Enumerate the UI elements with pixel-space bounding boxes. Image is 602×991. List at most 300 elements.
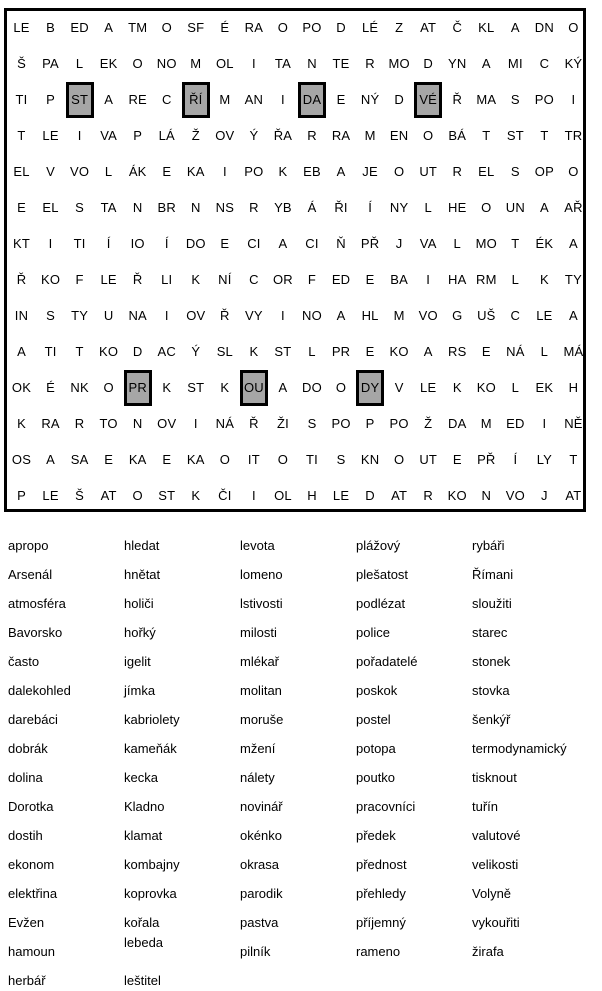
grid-cell[interactable]: I: [77, 127, 82, 143]
grid-cell[interactable]: UT: [419, 163, 438, 179]
grid-cell[interactable]: KÝ: [564, 55, 583, 71]
grid-cell[interactable]: C: [249, 271, 259, 287]
grid-cell[interactable]: OU: [243, 379, 264, 395]
grid-cell[interactable]: MO: [475, 235, 497, 251]
grid-cell[interactable]: OS: [11, 451, 32, 467]
grid-cell[interactable]: S: [307, 415, 317, 431]
grid-cell[interactable]: VO: [70, 163, 90, 179]
grid-cell[interactable]: M: [393, 307, 405, 323]
grid-cell[interactable]: TY: [71, 307, 89, 323]
grid-cell[interactable]: E: [17, 199, 26, 215]
grid-cell[interactable]: A: [104, 19, 114, 35]
grid-cell[interactable]: PO: [331, 415, 351, 431]
grid-cell[interactable]: L: [424, 199, 432, 215]
grid-cell[interactable]: RA: [331, 127, 351, 143]
grid-cell[interactable]: R: [365, 55, 375, 71]
grid-cell[interactable]: TE: [332, 55, 350, 71]
grid-cell[interactable]: LE: [332, 487, 350, 503]
grid-cell[interactable]: I: [193, 415, 198, 431]
grid-cell[interactable]: RE: [128, 91, 147, 107]
word-list-item: police: [356, 625, 390, 640]
grid-cell[interactable]: TM: [128, 19, 148, 35]
grid-cell[interactable]: É: [46, 379, 55, 395]
grid-cell[interactable]: LI: [161, 271, 173, 287]
grid-cell[interactable]: OP: [534, 163, 554, 179]
grid-cell[interactable]: ST: [506, 127, 524, 143]
grid-cell[interactable]: D: [423, 55, 433, 71]
grid-cell[interactable]: L: [453, 235, 461, 251]
grid-cell[interactable]: OR: [272, 271, 293, 287]
grid-cell[interactable]: VA: [100, 127, 118, 143]
grid-cell[interactable]: B: [46, 19, 55, 35]
word-list-item: levota: [240, 538, 275, 553]
grid-cell[interactable]: Á: [307, 199, 317, 215]
grid-cell[interactable]: CI: [247, 235, 261, 251]
grid-cell[interactable]: M: [364, 127, 376, 143]
grid-cell[interactable]: EB: [303, 163, 321, 179]
grid-cell[interactable]: T: [540, 127, 549, 143]
grid-cell[interactable]: Č: [452, 19, 463, 35]
grid-cell[interactable]: Ý: [191, 343, 201, 359]
grid-cell[interactable]: O: [335, 379, 347, 395]
grid-cell[interactable]: ST: [71, 91, 89, 107]
grid-cell[interactable]: KO: [476, 379, 496, 395]
grid-cell[interactable]: RM: [475, 271, 497, 287]
word-list-item: Arsenál: [8, 567, 53, 582]
grid-cell[interactable]: T: [482, 127, 491, 143]
word-list-item: okénko: [240, 828, 282, 843]
grid-cell[interactable]: ŘI: [334, 199, 348, 215]
grid-cell[interactable]: I: [571, 91, 576, 107]
grid-cell[interactable]: PŘ: [360, 235, 380, 251]
grid-cell[interactable]: OV: [157, 415, 177, 431]
grid-cell[interactable]: NÁ: [215, 415, 235, 431]
grid-cell[interactable]: ED: [70, 19, 89, 35]
grid-cell[interactable]: KO: [447, 487, 467, 503]
grid-cell[interactable]: LÁ: [158, 127, 175, 143]
grid-cell[interactable]: EK: [99, 55, 118, 71]
grid-cell[interactable]: CI: [305, 235, 319, 251]
grid-cell[interactable]: AT: [420, 19, 437, 35]
grid-cell[interactable]: EL: [13, 163, 30, 179]
grid-cell[interactable]: Í: [106, 235, 111, 251]
grid-cell[interactable]: K: [539, 271, 549, 287]
grid-cell[interactable]: O: [161, 19, 172, 35]
grid-cell[interactable]: A: [336, 163, 346, 179]
grid-cell[interactable]: UŠ: [477, 307, 496, 323]
grid-cell[interactable]: NO: [302, 307, 322, 323]
grid-cell[interactable]: Ý: [249, 127, 259, 143]
grid-cell[interactable]: F: [307, 271, 317, 287]
grid-cell[interactable]: V: [394, 379, 404, 395]
grid-cell[interactable]: I: [222, 163, 227, 179]
grid-cell[interactable]: O: [132, 487, 143, 503]
grid-cell[interactable]: P: [46, 91, 55, 107]
grid-cell[interactable]: RA: [244, 19, 264, 35]
grid-cell[interactable]: A: [17, 343, 26, 359]
word-list-item: vykouřiti: [472, 915, 520, 930]
grid-cell[interactable]: S: [510, 163, 520, 179]
grid-cell[interactable]: L: [511, 379, 520, 395]
grid-cell[interactable]: AT: [100, 487, 117, 503]
grid-cell[interactable]: Í: [368, 199, 372, 215]
grid-cell[interactable]: AŘ: [564, 199, 583, 215]
grid-cell[interactable]: NÁ: [506, 343, 525, 359]
grid-cell[interactable]: A: [278, 379, 288, 395]
grid-cell[interactable]: I: [48, 235, 53, 251]
grid-cell[interactable]: OV: [186, 307, 206, 323]
grid-cell[interactable]: VY: [245, 307, 263, 323]
word-list-item: poutko: [356, 770, 396, 785]
grid-cell[interactable]: ÉK: [535, 235, 554, 251]
grid-cell[interactable]: RA: [41, 415, 60, 431]
grid-cell[interactable]: J: [395, 235, 403, 251]
grid-cell[interactable]: EL: [42, 199, 59, 215]
word-list-item: Dorotka: [8, 799, 54, 814]
grid-cell[interactable]: E: [481, 343, 491, 359]
grid-cell[interactable]: H: [307, 487, 317, 503]
grid-cell[interactable]: T: [511, 235, 520, 251]
grid-cell[interactable]: A: [539, 199, 549, 215]
grid-cell[interactable]: NĚ: [564, 415, 583, 431]
word-list-item: elektřina: [8, 886, 58, 901]
grid-cell[interactable]: PO: [389, 415, 409, 431]
grid-cell[interactable]: BA: [390, 271, 409, 287]
grid-cell[interactable]: AT: [391, 487, 408, 503]
grid-cell[interactable]: PR: [331, 343, 351, 359]
grid-cell[interactable]: R: [249, 199, 259, 215]
grid-cell[interactable]: A: [46, 451, 55, 467]
grid-cell[interactable]: DA: [448, 415, 467, 431]
grid-cell[interactable]: H: [568, 379, 579, 395]
grid-cell[interactable]: KO: [389, 343, 409, 359]
grid-cell[interactable]: KN: [360, 451, 380, 467]
grid-cell[interactable]: L: [540, 343, 549, 359]
grid-cell[interactable]: SF: [187, 19, 205, 35]
grid-cell[interactable]: E: [220, 235, 230, 251]
grid-cell[interactable]: K: [220, 379, 230, 395]
grid-cell[interactable]: I: [164, 307, 169, 323]
grid-cell[interactable]: A: [481, 55, 491, 71]
grid-cell[interactable]: VA: [419, 235, 437, 251]
grid-cell[interactable]: EN: [389, 127, 409, 143]
grid-cell[interactable]: K: [278, 163, 288, 179]
grid-cell[interactable]: P: [17, 487, 26, 503]
grid-cell[interactable]: Ř: [16, 271, 27, 287]
grid-cell[interactable]: A: [423, 343, 433, 359]
grid-cell[interactable]: EL: [478, 163, 495, 179]
grid-cell[interactable]: HL: [361, 307, 379, 323]
grid-cell[interactable]: TY: [564, 271, 582, 287]
grid-cell[interactable]: O: [423, 127, 434, 143]
grid-cell[interactable]: OV: [215, 127, 235, 143]
grid-cell[interactable]: TA: [100, 199, 117, 215]
grid-cell[interactable]: ČI: [218, 487, 232, 503]
grid-cell[interactable]: Ř: [132, 271, 143, 287]
grid-cell[interactable]: E: [365, 271, 375, 287]
grid-cell[interactable]: PO: [534, 91, 554, 107]
grid-cell[interactable]: A: [569, 307, 578, 323]
grid-cell[interactable]: K: [162, 379, 172, 395]
grid-cell[interactable]: LY: [536, 451, 553, 467]
grid-cell[interactable]: DO: [302, 379, 322, 395]
grid-cell[interactable]: TI: [73, 235, 86, 251]
grid-cell[interactable]: I: [281, 91, 285, 107]
grid-cell[interactable]: F: [75, 271, 84, 287]
grid-cell[interactable]: Š: [75, 487, 85, 503]
grid-cell[interactable]: E: [365, 343, 375, 359]
grid-cell[interactable]: K: [249, 343, 259, 359]
grid-cell[interactable]: Š: [17, 55, 26, 71]
grid-cell[interactable]: NO: [156, 55, 177, 71]
grid-cell[interactable]: JE: [362, 163, 378, 179]
grid-cell[interactable]: O: [568, 163, 579, 179]
grid-cell[interactable]: I: [542, 415, 547, 431]
grid-cell[interactable]: ED: [506, 415, 525, 431]
grid-cell[interactable]: IN: [14, 307, 29, 323]
grid-cell[interactable]: MA: [476, 91, 497, 107]
grid-cell[interactable]: MI: [507, 55, 523, 71]
grid-cell[interactable]: I: [426, 271, 431, 287]
grid-cell[interactable]: KA: [186, 163, 205, 179]
grid-cell[interactable]: O: [277, 451, 289, 467]
word-list-item: moruše: [240, 712, 284, 727]
grid-cell[interactable]: S: [510, 91, 520, 107]
grid-cell[interactable]: LE: [42, 487, 59, 503]
grid-cell[interactable]: M: [219, 91, 231, 107]
grid-cell[interactable]: LE: [13, 19, 30, 35]
grid-cell[interactable]: ED: [331, 271, 351, 287]
grid-cell[interactable]: PA: [42, 55, 59, 71]
grid-cell[interactable]: A: [278, 235, 288, 251]
grid-cell[interactable]: N: [191, 199, 201, 215]
grid-cell[interactable]: O: [277, 19, 289, 35]
grid-cell[interactable]: PR: [128, 379, 147, 395]
grid-cell[interactable]: LÉ: [361, 19, 379, 35]
grid-cell[interactable]: C: [510, 307, 521, 323]
grid-cell[interactable]: AT: [565, 487, 582, 503]
grid-cell[interactable]: D: [365, 487, 375, 503]
grid-cell[interactable]: U: [103, 307, 114, 323]
grid-cell[interactable]: HE: [448, 199, 467, 215]
grid-cell[interactable]: P: [365, 415, 375, 431]
grid-cell[interactable]: T: [17, 127, 26, 143]
grid-cell[interactable]: L: [308, 343, 316, 359]
grid-cell[interactable]: L: [104, 163, 113, 179]
grid-cell[interactable]: P: [133, 127, 143, 143]
grid-cell[interactable]: YN: [448, 55, 467, 71]
grid-cell[interactable]: Í: [513, 451, 518, 467]
grid-cell[interactable]: BÁ: [448, 127, 467, 143]
grid-cell[interactable]: E: [452, 451, 462, 467]
grid-cell[interactable]: J: [541, 487, 548, 503]
grid-cell[interactable]: NÝ: [360, 91, 380, 107]
grid-cell[interactable]: NA: [128, 307, 147, 323]
grid-cell[interactable]: D: [394, 91, 404, 107]
word-list-item: přednost: [356, 857, 407, 872]
word-list-item: Kladno: [124, 799, 165, 814]
grid-cell[interactable]: PŘ: [477, 451, 496, 467]
grid-cell[interactable]: E: [336, 91, 346, 107]
grid-cell[interactable]: ST: [187, 379, 205, 395]
grid-cell[interactable]: DN: [534, 19, 554, 35]
grid-cell[interactable]: N: [132, 415, 143, 431]
grid-cell[interactable]: MÁ: [563, 343, 584, 359]
grid-cell[interactable]: NK: [70, 379, 89, 395]
grid-cell[interactable]: N: [307, 55, 317, 71]
grid-cell[interactable]: Í: [164, 235, 169, 251]
grid-cell[interactable]: N: [132, 199, 143, 215]
grid-cell[interactable]: LE: [100, 271, 117, 287]
grid-cell[interactable]: EK: [535, 379, 554, 395]
grid-cell[interactable]: O: [393, 163, 405, 179]
grid-cell[interactable]: VO: [418, 307, 438, 323]
grid-cell[interactable]: TI: [306, 451, 318, 467]
grid-cell[interactable]: I: [251, 55, 256, 71]
word-list-item: igelit: [124, 654, 151, 669]
grid-cell[interactable]: A: [104, 91, 114, 107]
grid-cell[interactable]: E: [162, 451, 172, 467]
word-list-item: koprovka: [124, 886, 177, 901]
grid-cell[interactable]: Ž: [191, 127, 200, 143]
grid-cell[interactable]: HA: [448, 271, 467, 287]
grid-cell[interactable]: K: [452, 379, 462, 395]
grid-cell[interactable]: K: [191, 271, 201, 287]
grid-cell[interactable]: DO: [185, 235, 206, 251]
grid-cell[interactable]: UT: [419, 451, 438, 467]
grid-cell[interactable]: PO: [302, 19, 322, 35]
grid-cell[interactable]: O: [568, 19, 579, 35]
grid-cell[interactable]: V: [46, 163, 55, 179]
grid-cell[interactable]: ŽI: [276, 415, 289, 431]
grid-cell[interactable]: Ž: [424, 415, 433, 431]
grid-cell[interactable]: NY: [389, 199, 409, 215]
grid-cell[interactable]: AC: [157, 343, 176, 359]
grid-cell[interactable]: A: [336, 307, 346, 323]
grid-cell[interactable]: R: [452, 163, 463, 179]
grid-cell[interactable]: BR: [157, 199, 176, 215]
grid-cell[interactable]: K: [191, 487, 201, 503]
grid-cell[interactable]: OL: [215, 55, 234, 71]
grid-cell[interactable]: A: [569, 235, 578, 251]
grid-cell[interactable]: O: [219, 451, 230, 467]
grid-cell[interactable]: K: [17, 415, 26, 431]
grid-cell[interactable]: OL: [274, 487, 292, 503]
grid-cell[interactable]: TI: [44, 343, 57, 359]
grid-cell[interactable]: KA: [128, 451, 147, 467]
grid-cell[interactable]: UN: [505, 199, 525, 215]
grid-cell[interactable]: L: [511, 271, 520, 287]
grid-cell[interactable]: O: [103, 379, 114, 395]
grid-cell[interactable]: L: [75, 55, 84, 71]
grid-cell[interactable]: MO: [388, 55, 410, 71]
grid-cell[interactable]: O: [132, 55, 143, 71]
grid-cell[interactable]: R: [423, 487, 433, 503]
grid-cell[interactable]: VÉ: [419, 91, 438, 107]
grid-cell[interactable]: O: [481, 199, 492, 215]
grid-cell[interactable]: Z: [395, 19, 404, 35]
grid-cell[interactable]: SL: [216, 343, 233, 359]
grid-cell[interactable]: TO: [99, 415, 118, 431]
grid-cell[interactable]: T: [569, 451, 578, 467]
grid-cell[interactable]: TI: [15, 91, 28, 107]
grid-cell[interactable]: N: [481, 487, 492, 503]
grid-cell[interactable]: D: [336, 19, 346, 35]
grid-cell[interactable]: Ř: [249, 415, 259, 431]
grid-cell[interactable]: R: [307, 127, 317, 143]
grid-cell[interactable]: C: [539, 55, 550, 71]
grid-cell[interactable]: R: [74, 415, 85, 431]
word-list-item: příjemný: [356, 915, 406, 930]
grid-cell[interactable]: KO: [99, 343, 119, 359]
grid-cell[interactable]: KL: [478, 19, 495, 35]
grid-cell[interactable]: YB: [274, 199, 292, 215]
grid-cell[interactable]: S: [336, 451, 346, 467]
grid-cell[interactable]: DA: [302, 91, 322, 107]
grid-cell[interactable]: PO: [244, 163, 264, 179]
grid-cell[interactable]: KA: [186, 451, 205, 467]
grid-cell[interactable]: C: [161, 91, 172, 107]
grid-cell[interactable]: ÁK: [128, 163, 147, 179]
grid-cell[interactable]: NÍ: [218, 271, 232, 287]
grid-cell[interactable]: E: [104, 451, 114, 467]
grid-cell[interactable]: AN: [244, 91, 264, 107]
word-list-item: rameno: [356, 944, 401, 959]
grid-cell[interactable]: TR: [564, 127, 583, 143]
grid-cell[interactable]: M: [480, 415, 492, 431]
grid-cell[interactable]: DY: [360, 379, 380, 395]
grid-cell[interactable]: LE: [420, 379, 437, 395]
word-list-item: stovka: [472, 683, 510, 698]
word-list-item: okrasa: [240, 857, 280, 872]
grid-cell[interactable]: VO: [505, 487, 525, 503]
grid-cell[interactable]: S: [75, 199, 85, 215]
grid-cell[interactable]: TA: [274, 55, 291, 71]
grid-cell[interactable]: ŘA: [273, 127, 293, 143]
grid-cell[interactable]: KT: [12, 235, 30, 251]
grid-cell[interactable]: IO: [130, 235, 145, 251]
grid-cell[interactable]: O: [393, 451, 405, 467]
grid-cell[interactable]: I: [251, 487, 256, 503]
word-list-item: stonek: [472, 654, 511, 669]
grid-cell[interactable]: I: [281, 307, 285, 323]
grid-cell[interactable]: É: [220, 19, 230, 35]
grid-cell[interactable]: ST: [158, 487, 176, 503]
grid-cell[interactable]: LE: [42, 127, 59, 143]
grid-cell[interactable]: OK: [11, 379, 32, 395]
grid-cell[interactable]: NS: [215, 199, 235, 215]
grid-cell[interactable]: LE: [536, 307, 553, 323]
grid-cell[interactable]: Ř: [452, 91, 463, 107]
grid-cell[interactable]: T: [75, 343, 84, 359]
grid-cell[interactable]: RS: [448, 343, 467, 359]
grid-cell[interactable]: M: [190, 55, 202, 71]
grid-cell[interactable]: KO: [40, 271, 61, 287]
grid-cell[interactable]: A: [510, 19, 520, 35]
grid-cell[interactable]: ŘÍ: [189, 91, 203, 107]
grid-cell[interactable]: E: [162, 163, 172, 179]
word-list-item: hnětat: [124, 567, 161, 582]
word-list-item: pořadatelé: [356, 654, 418, 669]
grid-cell[interactable]: S: [46, 307, 55, 323]
grid-cell[interactable]: ST: [274, 343, 292, 359]
grid-cell[interactable]: D: [132, 343, 143, 359]
grid-cell[interactable]: Ň: [336, 235, 346, 251]
grid-cell[interactable]: SA: [70, 451, 89, 467]
grid-cell[interactable]: IT: [247, 451, 260, 467]
grid-cell[interactable]: G: [452, 307, 463, 323]
grid-cell[interactable]: Ř: [220, 307, 230, 323]
